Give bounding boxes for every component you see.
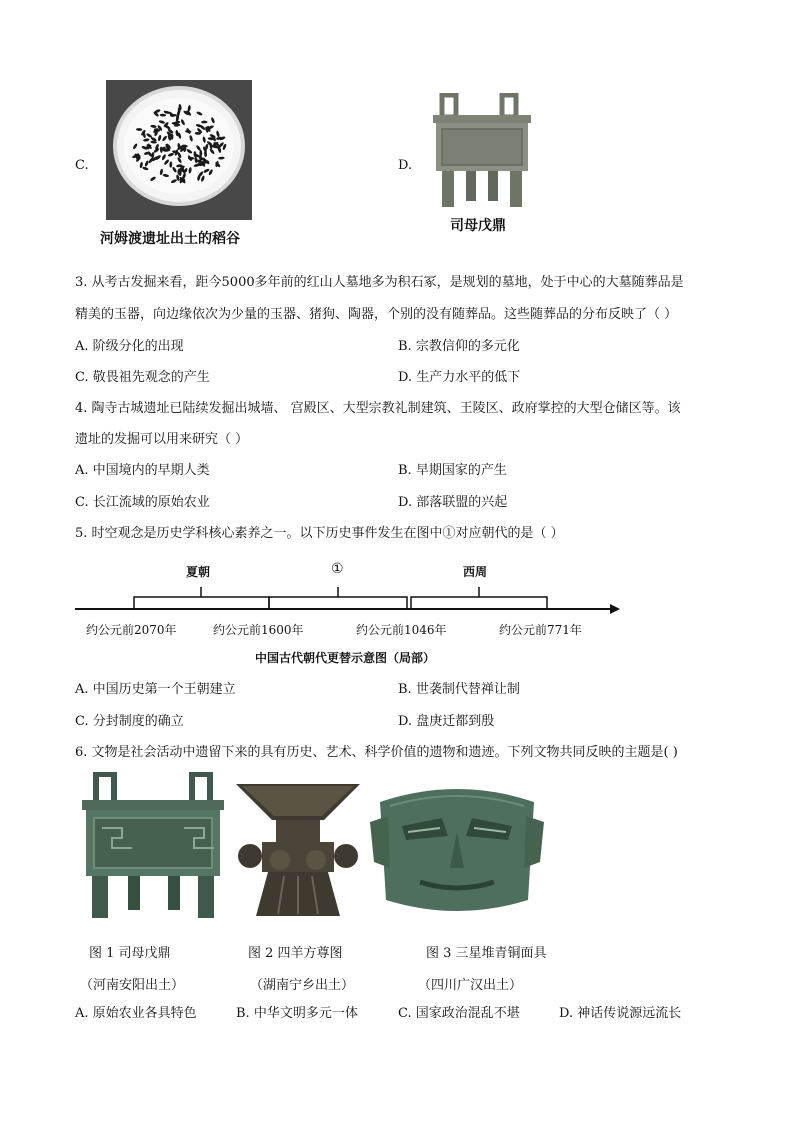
- q4-stem-line2: 遗址的发掘可以用来研究（ ）: [75, 432, 249, 447]
- fig2-place: （湖南宁乡出土）: [250, 978, 355, 993]
- q4-stem-line1: 4. 陶寺古城遗址已陆续发掘出城墙、 宫殿区、大型宗教礼制建筑、王陵区、政府掌控的大型仓储区等。该: [75, 401, 681, 416]
- timeline-date-1600: 约公元前1600年: [213, 623, 304, 637]
- simuwu-ding-image: [78, 772, 228, 920]
- timeline-dynasty-xizhou: 西周: [463, 565, 488, 579]
- option-d-label: D.: [398, 158, 413, 173]
- q3-option-b: B. 宗教信仰的多元化: [398, 339, 520, 354]
- q3-option-d: D. 生产力水平的低下: [398, 370, 521, 385]
- timeline-dynasty-blank: ①: [331, 561, 344, 577]
- q6-option-d: D. 神话传说源远流长: [559, 1006, 682, 1021]
- q5-option-c: C. 分封制度的确立: [75, 714, 184, 729]
- q6-option-a: A. 原始农业各具特色: [75, 1006, 197, 1021]
- option-d-caption: 司母戊鼎: [450, 218, 506, 234]
- sanxingdui-mask-image: [370, 782, 544, 920]
- q5-stem: 5. 时空观念是历史学科核心素养之一。以下历史事件发生在图中①对应朝代的是（ ）: [75, 526, 564, 541]
- q4-option-c: C. 长江流域的原始农业: [75, 495, 210, 510]
- q5-option-b: B. 世袭制代替禅让制: [398, 682, 520, 697]
- fig2-title: 图 2 四羊方尊图: [248, 946, 343, 961]
- timeline-date-1046: 约公元前1046年: [356, 623, 447, 637]
- timeline-caption: 中国古代朝代更替示意图（局部）: [255, 651, 436, 665]
- timeline-dynasty-xia: 夏朝: [186, 565, 211, 579]
- q5-option-d: D. 盘庚迁都到殷: [398, 714, 495, 729]
- q6-option-c: C. 国家政治混乱不堪: [398, 1006, 520, 1021]
- q3-stem-line1: 3. 从考古发掘来看，距今5000多年前的红山人墓地多为积石冢，是规划的墓地，处于中心的大墓随葬品是: [75, 275, 684, 290]
- rice-grains-image: [106, 80, 252, 220]
- q4-option-d: D. 部落联盟的兴起: [398, 495, 508, 510]
- fig3-place: （四川广汉出土）: [418, 978, 523, 993]
- q4-option-a: A. 中国境内的早期人类: [75, 463, 210, 478]
- fig3-title: 图 3 三星堆青铜面具: [426, 946, 547, 961]
- four-goat-zun-image: [228, 780, 368, 920]
- q3-option-c: C. 敬畏祖先观念的产生: [75, 370, 210, 385]
- q6-stem: 6. 文物是社会活动中遗留下来的具有历史、艺术、科学价值的遗物和遗迹。下列文物共同反映的主题是( ): [75, 745, 678, 760]
- fig1-place: （河南安阳出土）: [80, 978, 185, 993]
- dynasty-timeline: [70, 555, 630, 665]
- option-c-label: C.: [75, 158, 89, 173]
- simuwu-ding-small-image: [428, 93, 536, 211]
- option-c-caption: 河姆渡遗址出土的稻谷: [100, 231, 240, 247]
- q3-option-a: A. 阶级分化的出现: [75, 339, 184, 354]
- timeline-date-2070: 约公元前2070年: [86, 623, 177, 637]
- q3-stem-line2: 精美的玉器，向边缘依次为少量的玉器、猪狗、陶器，个别的没有随葬品。这些随葬品的分布反映了（ ）: [75, 307, 678, 322]
- q5-option-a: A. 中国历史第一个王朝建立: [75, 682, 236, 697]
- q6-option-b: B. 中华文明多元一体: [236, 1006, 358, 1021]
- timeline-date-771: 约公元前771年: [499, 623, 582, 637]
- q4-option-b: B. 早期国家的产生: [398, 463, 507, 478]
- fig1-title: 图 1 司母戊鼎: [89, 946, 171, 961]
